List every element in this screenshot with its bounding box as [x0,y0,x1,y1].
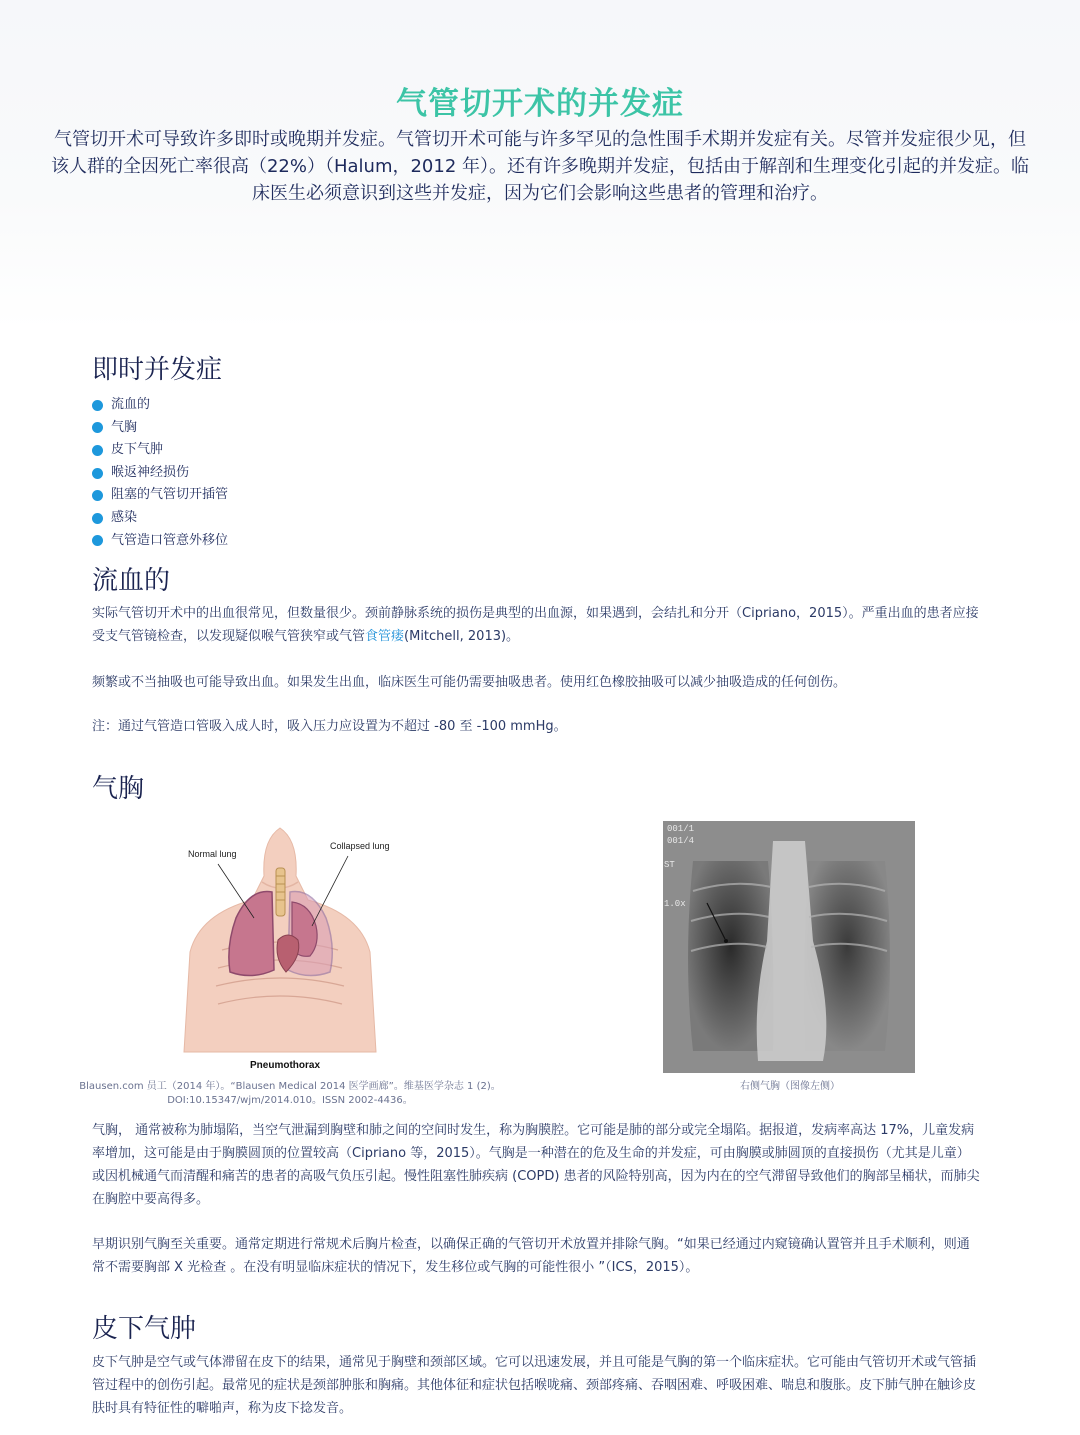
bleeding-note: 注：通过气管造口管吸入成人时，吸入压力应设置为不超过 -80 至 -100 mmHg。 [92,719,567,734]
page-title: 气管切开术的并发症 [396,86,684,122]
immediate-heading: 即时并发症 [92,355,223,385]
bleeding-paragraph-2: 频繁或不当抽吸也可能导致出血。如果发生出血，临床医生可能仍需要抽吸患者。使用红色橡胶抽吸可以减少抽吸造成的任何创伤。 [92,675,847,690]
label-normal-lung: Normal lung [188,849,237,859]
bullet-dot-icon [92,490,103,501]
bleeding-heading: 流血的 [92,566,171,596]
figure-right-caption: 右侧气胸（图像左侧） [740,1081,840,1092]
xray-overlay-text: ST [664,860,675,870]
xray-overlay-text: 001/4 [667,836,695,846]
bullet-dot-icon [92,535,103,546]
bleeding-paragraph-1: 实际气管切开术中的出血很常见，但数量很少。颈前静脉系统的损伤是典型的出血源，如果遇到，会结扎和分开（Cipriano，2015）。严重出血的患者应接受支气管镜检查，以发现疑似喉气管狭窄或气管食管瘘(Mitchell, 2013)。 [92,606,979,644]
figure-left-caption: Blausen.com 员工（2014 年）。“Blausen Medical 2014 医学画廊”。维基医学杂志 1 (2)。 DOI:10.15347/wjm/2014.010。ISSN 2002-4436。 [79,1081,501,1106]
immediate-list [92,394,228,552]
pneumothorax-paragraph-2: 早期识别气胸至关重要。通常定期进行常规术后胸片检查，以确保正确的气管切开术放置并排除气胸。“如果已经通过内窥镜确认置管并且手术顺利，则通常不需要胸部 X 光检查 。在没有明显临床症状的情况下，发生移位或气胸的可能性很小 ”（ICS，2015）。 [92,1237,970,1275]
pneumothorax-paragraph-1: 气胸， 通常被称为肺塌陷，当空气泄漏到胸壁和肺之间的空间时发生，称为胸膜腔。它可能是肺的部分或完全塌陷。据报道，发病率高达 17%，儿童发病率增加，这可能是由于胸膜圆顶的位置较高（Cipriano 等，2015）。气胸是一种潜在的危及生命的并发症，可由胸膜或肺圆顶的直接损伤（尤其是儿童）或因机械通气而清醒和痛苦的患者的高吸气负压引起。慢性阻塞性肺疾病 (COPD) 患者的风险特别高，因为内在的空气滞留导致他们的胸部呈桶状，而肺尖在胸腔中要高得多。 [92,1123,980,1207]
bullet-dot-icon [92,468,103,479]
list-item: 感染 [92,507,228,530]
list-item: 气胸 [92,417,228,440]
list-item: 气管造口管意外移位 [92,530,228,553]
intro-paragraph: 气管切开术可导致许多即时或晚期并发症。气管切开术可能与许多罕见的急性围手术期并发症有关。尽管并发症很少见，但该人群的全因死亡率很高（22%）（Halum，2012 年）。还有许多晚期并发症，包括由于解剖和生理变化引起的并发症。临床医生必须意识到这些并发症，因为它们会影响这些患者的管理和治疗。 [50,129,1030,204]
label-collapsed-lung: Collapsed lung [330,841,390,851]
bullet-dot-icon [92,445,103,456]
list-item: 流血的 [92,394,228,417]
emphysema-heading: 皮下气肿 [92,1314,197,1344]
pneumothorax-heading: 气胸 [92,774,145,804]
xray-overlay-text: 001/1 [667,824,695,834]
xray-overlay-text: 1.0x [664,899,686,909]
list-item: 皮下气肿 [92,439,228,462]
list-item: 阻塞的气管切开插管 [92,484,228,507]
emphysema-paragraph: 皮下气肿是空气或气体滞留在皮下的结果，通常见于胸壁和颈部区域。它可以迅速发展，并且可能是气胸的第一个临床症状。它可能由气管切开术或气管插管过程中的创伤引起。最常见的症状是颈部肿胀和胸痛。其他体征和症状包括喉咙痛、颈部疼痛、吞咽困难、呼吸困难、喘息和腹胀。皮下肺气肿在触诊皮肤时具有特征性的噼啪声，称为皮下捻发音。 [92,1355,977,1416]
bullet-dot-icon [92,400,103,411]
bullet-dot-icon [92,513,103,524]
bullet-dot-icon [92,422,103,433]
fistula-link[interactable]: 食管瘘 [365,629,405,644]
label-pneumothorax: Pneumothorax [250,1060,321,1071]
pneumothorax-illustration [170,822,390,1074]
list-item: 喉返神经损伤 [92,462,228,485]
chest-xray-image [663,821,915,1073]
